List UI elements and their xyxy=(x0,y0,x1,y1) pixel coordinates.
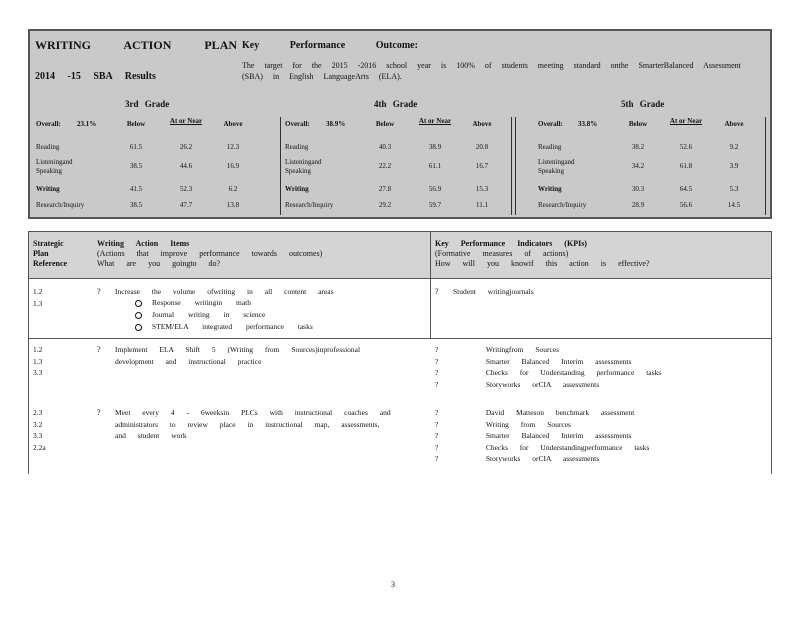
circle-bullet-icon xyxy=(135,300,142,307)
action-line: Meet every 4 - 6weeksin PLCs with instructional coaches and xyxy=(115,408,391,417)
row1-sub-item: Journal writing in science xyxy=(152,310,266,319)
panel-divider xyxy=(515,117,516,215)
row-label: Research/Inquiry xyxy=(36,201,85,209)
grade-row xyxy=(535,158,770,178)
row-label: Reading xyxy=(36,143,60,151)
near-value: 64.5 xyxy=(679,185,693,193)
row-label: Listeningand Speaking xyxy=(36,158,73,175)
below-value: 41.5 xyxy=(129,185,143,193)
above-value: 9.2 xyxy=(729,143,739,151)
above-value: 20.8 xyxy=(475,143,489,151)
col-below: Below xyxy=(375,120,395,128)
row2-action xyxy=(115,344,360,367)
row2-refs xyxy=(33,344,42,379)
grade-title: 4th Grade xyxy=(374,99,418,109)
col-above: Above xyxy=(223,120,243,128)
below-value: 28.9 xyxy=(631,201,645,209)
row-label: Research/Inquiry xyxy=(538,201,587,209)
grade-title: 3rd Grade xyxy=(125,99,170,109)
plan-ref: 1.2 xyxy=(33,345,43,354)
below-value: 61.5 xyxy=(129,143,143,151)
below-value: 29.2 xyxy=(378,201,392,209)
near-value: 47.7 xyxy=(179,201,193,209)
kpi-text: Smarter Balanced Interim assessments xyxy=(485,356,632,366)
grade-panel-4th xyxy=(282,99,527,215)
column-divider xyxy=(430,232,431,339)
grade-row xyxy=(33,158,278,178)
bullet-icon: ? xyxy=(435,287,439,296)
col-near: At or Near xyxy=(669,117,703,125)
row3-refs xyxy=(33,407,46,453)
grade-row xyxy=(282,140,527,154)
below-value: 27.8 xyxy=(378,185,392,193)
row2-kpis xyxy=(435,344,661,390)
near-value: 56.6 xyxy=(679,201,693,209)
plan-ref: 2.3 xyxy=(33,408,43,417)
below-value: 34.2 xyxy=(631,162,645,170)
plan-ref: 3.2 xyxy=(33,419,43,429)
below-value: 38.5 xyxy=(129,201,143,209)
col3-header-title: Key Performance Indicators (KPIs) xyxy=(435,239,587,248)
bullet-icon: ? xyxy=(435,454,439,463)
below-value: 30.3 xyxy=(631,185,645,193)
circle-bullet-icon xyxy=(135,324,142,331)
col-below: Below xyxy=(126,120,146,128)
row1-refs xyxy=(33,286,42,309)
bullet-icon: ? xyxy=(435,356,439,366)
col3-header-line: (Formative measures of actions) xyxy=(435,249,569,258)
plan-ref: 1.3 xyxy=(33,298,43,308)
kpi-text: Checks for Understandingperformance tasks xyxy=(485,442,650,452)
overall-value: 38.9% xyxy=(326,120,346,128)
grade-header-row xyxy=(33,117,278,137)
above-value: 16.7 xyxy=(475,162,489,170)
col-below: Below xyxy=(628,120,648,128)
grade-row xyxy=(282,198,527,212)
table-header-row xyxy=(29,232,771,279)
kpi-text: Storyworks orCIA assessments xyxy=(485,454,600,463)
kpi-text: Storyworks orCIA assessments xyxy=(485,379,600,389)
col-above: Above xyxy=(472,120,492,128)
grade-header-row xyxy=(282,117,527,137)
col1-header xyxy=(33,239,67,269)
below-value: 38.2 xyxy=(631,143,645,151)
bullet-icon: ? xyxy=(97,287,101,296)
col2-header xyxy=(97,239,427,269)
grade-title: 5th Grade xyxy=(621,99,665,109)
kpi-item xyxy=(435,430,649,442)
circle-bullet-icon xyxy=(135,312,142,319)
grade-row xyxy=(282,158,527,178)
col2-header-title: Writing Action Items xyxy=(97,239,190,248)
col-near: At or Near xyxy=(169,117,203,125)
below-value: 22.2 xyxy=(378,162,392,170)
grade-row xyxy=(535,198,770,212)
near-value: 61.8 xyxy=(679,162,693,170)
kpo-title: Key Performance Outcome: xyxy=(242,40,418,51)
above-value: 16.9 xyxy=(226,162,240,170)
kpi-text: David Matteson benchmark assessment xyxy=(485,408,635,417)
bullet-icon: ? xyxy=(435,431,439,440)
col1-header-line: Strategic xyxy=(33,239,64,248)
row-label: Reading xyxy=(285,143,309,151)
above-value: 12.3 xyxy=(226,143,240,151)
col-near: At or Near xyxy=(418,117,452,125)
bullet-icon: ? xyxy=(435,368,439,377)
kpi-item xyxy=(435,379,661,391)
action-line: and student work xyxy=(115,431,187,440)
near-value: 52.6 xyxy=(679,143,693,151)
near-value: 59.7 xyxy=(428,201,442,209)
near-value: 56.9 xyxy=(428,185,442,193)
kpi-item xyxy=(435,407,649,419)
bullet-icon: ? xyxy=(97,345,101,354)
panel-divider xyxy=(280,117,281,215)
overall-label: Overall: xyxy=(36,120,61,128)
panel-divider xyxy=(765,117,766,215)
bullet-icon: ? xyxy=(435,419,439,429)
kpi-item xyxy=(435,442,649,454)
row1-kpi: Student writingjournals xyxy=(453,287,534,296)
row-label: Writing xyxy=(538,185,562,193)
plan-title: WRITING ACTION PLAN xyxy=(35,38,238,52)
above-value: 13.8 xyxy=(226,201,240,209)
kpi-text: Smarter Balanced Interim assessments xyxy=(485,431,632,440)
row-divider xyxy=(29,338,771,339)
row-label: Research/Inquiry xyxy=(285,201,334,209)
grade-row xyxy=(535,140,770,154)
action-line: Implement ELA Shift 5 (Writing from Sources)inprofessional xyxy=(115,345,361,354)
kpi-text: Writingfrom Sources xyxy=(485,345,560,354)
below-value: 40.3 xyxy=(378,143,392,151)
action-plan-table xyxy=(28,231,772,474)
kpi-item xyxy=(435,344,661,356)
near-value: 44.6 xyxy=(179,162,193,170)
plan-ref: 1.3 xyxy=(33,356,43,366)
bullet-icon: ? xyxy=(435,408,439,417)
row3-kpis xyxy=(435,407,649,465)
action-line: administrators to review place in instructional map, assessments, xyxy=(115,419,380,429)
grade-header-row xyxy=(535,117,770,137)
plan-ref: 3.3 xyxy=(33,431,43,440)
grade-row xyxy=(535,182,770,196)
page-number: 3 xyxy=(391,580,395,589)
kpi-item xyxy=(435,367,661,379)
row-label: Reading xyxy=(538,143,562,151)
col2-header-line: (Actions that improve performance towards outcomes) xyxy=(97,249,323,258)
kpi-item xyxy=(435,453,649,465)
sba-results-title: 2014 -15 SBA Results xyxy=(35,71,156,82)
col1-header-line: Reference xyxy=(33,259,68,268)
panel-divider xyxy=(511,117,512,215)
row1-action: Increase the volume ofwriting in all content areas xyxy=(115,287,334,296)
overall-value: 23.1% xyxy=(77,120,97,128)
near-value: 52.3 xyxy=(179,185,193,193)
row3-action xyxy=(115,407,391,442)
plan-ref: 2.2a xyxy=(33,442,46,452)
kpi-text: Writing from Sources xyxy=(485,419,571,429)
above-value: 6.2 xyxy=(228,185,238,193)
row1-sub-item: Response writingin math xyxy=(152,298,251,307)
sba-results-box xyxy=(28,29,772,219)
row1-sub-item: STEM/ELA integrated performance tasks xyxy=(152,322,313,331)
below-value: 38.5 xyxy=(129,162,143,170)
above-value: 3.9 xyxy=(729,162,739,170)
row-label: Writing xyxy=(285,185,309,193)
col1-header-line: Plan xyxy=(33,249,49,258)
col3-header-line: How will you knowif this action is effective? xyxy=(435,259,650,268)
near-value: 61.1 xyxy=(428,162,442,170)
above-value: 11.1 xyxy=(476,201,488,209)
kpo-text: The target for the 2015 -2016 school year is 100% of students meeting standard onthe SmarterBalanced Assessment (SBA) in English LanguageArts (ELA). xyxy=(242,61,741,81)
col-above: Above xyxy=(724,120,744,128)
plan-ref: 3.3 xyxy=(33,368,43,377)
overall-label: Overall: xyxy=(285,120,310,128)
col3-header xyxy=(435,239,765,269)
grade-row xyxy=(33,198,278,212)
kpi-text: Checks for Understanding performance tasks xyxy=(485,368,662,377)
kpi-item xyxy=(435,419,649,431)
col2-header-line: What are you goingto do? xyxy=(97,259,221,268)
grade-panel-5th xyxy=(535,99,770,215)
bullet-icon: ? xyxy=(97,408,101,417)
row-label: Listeningand Speaking xyxy=(285,158,322,175)
above-value: 5.3 xyxy=(729,185,739,193)
near-value: 38.9 xyxy=(428,143,442,151)
bullet-icon: ? xyxy=(435,379,439,389)
overall-value: 33.8% xyxy=(578,120,598,128)
grade-row xyxy=(33,140,278,154)
above-value: 14.5 xyxy=(727,201,741,209)
bullet-icon: ? xyxy=(435,442,439,452)
plan-ref: 1.2 xyxy=(33,287,43,296)
grade-row xyxy=(33,182,278,196)
above-value: 15.3 xyxy=(475,185,489,193)
grade-row xyxy=(282,182,527,196)
kpi-item xyxy=(435,356,661,368)
action-line: development and instructional practice xyxy=(115,356,262,366)
grade-panel-3rd xyxy=(33,99,278,215)
overall-label: Overall: xyxy=(538,120,563,128)
row-label: Writing xyxy=(36,185,60,193)
row-label: Listeningand Speaking xyxy=(538,158,575,175)
bullet-icon: ? xyxy=(435,345,439,354)
near-value: 26.2 xyxy=(179,143,193,151)
